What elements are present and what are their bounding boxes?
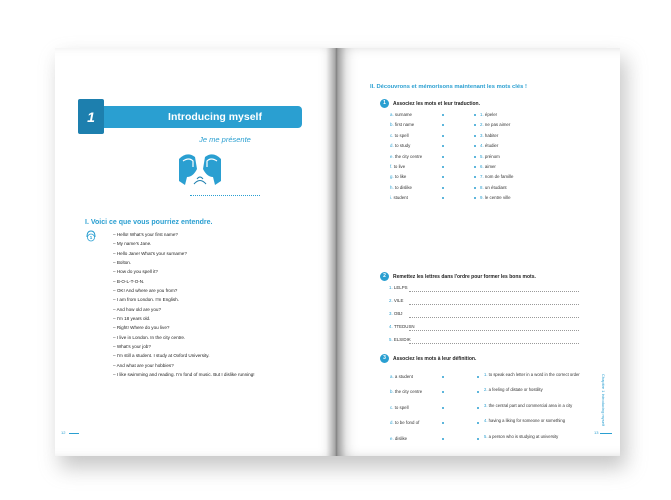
book-spine — [326, 48, 346, 456]
match-item-right — [480, 143, 498, 148]
item-letter: d. — [390, 143, 394, 149]
match-dot-left[interactable] — [442, 135, 444, 137]
item-text: first name — [394, 122, 415, 128]
item-text: a feeling of distate or hostility — [488, 387, 543, 393]
match-dot-right[interactable] — [474, 176, 476, 178]
match-item-right — [480, 185, 507, 190]
definition-text — [484, 403, 584, 409]
item-text: dislike — [394, 435, 408, 441]
item-text: to dislike — [394, 184, 412, 190]
dialogue-line: – My name's Jane. — [113, 241, 152, 247]
item-text: student — [393, 195, 408, 201]
match-dot-right[interactable] — [477, 422, 479, 424]
match-item-right — [480, 174, 513, 179]
item-number: 7. — [480, 174, 484, 180]
dialogue-line: – I am from London. I'm English. — [113, 297, 179, 303]
match-dot-left[interactable] — [442, 166, 444, 168]
people-talking-icon — [173, 151, 227, 191]
scrambled-word-row — [389, 285, 579, 293]
dialogue-line: – And how old are you? — [113, 306, 162, 312]
answer-line[interactable] — [409, 304, 579, 305]
track-number: 1 — [89, 235, 93, 241]
item-text: un étudiant — [484, 184, 507, 190]
match-item-left — [390, 133, 409, 138]
match-dot-left[interactable] — [442, 145, 444, 147]
right-page — [336, 48, 620, 456]
exercise-3-title: Associez les mots à leur définition. — [393, 356, 477, 362]
match-dot-left[interactable] — [442, 187, 444, 189]
page-number-left: 12 — [61, 430, 66, 435]
dialogue-line: – And what are your hobbies? — [113, 362, 174, 368]
item-letter: b. — [390, 389, 394, 395]
answer-line[interactable] — [409, 317, 579, 318]
exercise-3-number: 3 — [380, 354, 389, 363]
answer-line[interactable] — [409, 291, 579, 292]
match-dot-left[interactable] — [442, 114, 444, 116]
item-letter: c. — [390, 132, 394, 138]
chapter-title: Introducing myself — [168, 111, 262, 123]
match-dot-right[interactable] — [474, 135, 476, 137]
dialogue-line: – I like swimming and reading. I'm fond of music. But I dislike running! — [113, 372, 255, 378]
match-dot-right[interactable] — [474, 197, 476, 199]
match-item-left — [390, 112, 412, 117]
item-number: 8. — [480, 184, 484, 190]
item-number: 2. — [389, 298, 393, 303]
scrambled-word-row — [389, 337, 579, 345]
scrambled-word: VILE — [393, 298, 404, 303]
item-letter: i. — [390, 195, 393, 201]
dialogue-line: – B-O-L-T-O-N. — [113, 278, 145, 284]
match-dot-left[interactable] — [442, 176, 444, 178]
match-dot-right[interactable] — [474, 156, 476, 158]
definition-text — [484, 387, 584, 393]
item-number: 6. — [480, 164, 484, 169]
match-dot-right[interactable] — [474, 114, 476, 116]
match-item-left — [390, 154, 422, 159]
page-number-rule — [69, 433, 79, 434]
match-dot-right[interactable] — [474, 145, 476, 147]
item-letter: b. — [390, 122, 394, 128]
item-number: 1. — [389, 285, 393, 290]
item-text: habiter — [484, 132, 499, 138]
item-text: étudier — [484, 143, 499, 149]
match-item-right — [480, 133, 498, 138]
match-item-left — [390, 143, 410, 148]
item-text: the central part and commercial area in a city — [488, 402, 573, 408]
item-number: 4. — [389, 324, 393, 329]
exercise-2-title: Remettez les lettres dans l'ordre pour former les bons mots. — [393, 274, 536, 280]
item-number: 3. — [484, 402, 488, 408]
scrambled-word: LELPS — [393, 285, 408, 290]
item-letter: e. — [390, 153, 394, 159]
item-text: prénom — [484, 153, 500, 159]
match-item-right — [480, 154, 500, 159]
item-text: to like — [394, 174, 407, 180]
item-number: 1. — [480, 112, 484, 117]
match-dot-right[interactable] — [477, 391, 479, 393]
scrambled-word: TTEDUSN — [393, 324, 415, 329]
dialogue-line: – How do you spell it? — [113, 269, 158, 275]
item-text: aimer — [484, 164, 496, 169]
exercise-2-number: 2 — [380, 272, 389, 281]
item-number: 9. — [480, 195, 484, 201]
match-item-left — [390, 122, 414, 127]
item-number: 4. — [484, 418, 488, 424]
match-item-right — [480, 195, 511, 200]
dialogue-list — [113, 230, 335, 380]
chapter-number: 1 — [78, 99, 104, 134]
item-letter: a. — [390, 374, 394, 379]
item-letter: g. — [390, 174, 394, 180]
match-dot-left[interactable] — [442, 438, 444, 440]
definition-term — [390, 405, 409, 410]
audio-track-icon[interactable] — [85, 230, 97, 242]
item-text: the city centre — [394, 389, 423, 395]
answer-line[interactable] — [409, 343, 579, 344]
match-dot-left[interactable] — [442, 422, 444, 424]
match-dot-left[interactable] — [442, 156, 444, 158]
item-text: nom de famille — [484, 174, 514, 180]
match-dot-right[interactable] — [477, 376, 479, 378]
item-letter: d. — [390, 420, 394, 426]
match-item-right — [480, 122, 510, 127]
scrambled-word-row — [389, 324, 579, 332]
match-item-right — [480, 164, 496, 169]
answer-line[interactable] — [409, 330, 579, 331]
match-item-left — [390, 164, 405, 169]
definition-term — [390, 420, 419, 425]
item-text: a student — [394, 374, 413, 379]
definition-term — [390, 374, 413, 379]
match-dot-left[interactable] — [442, 197, 444, 199]
item-number: 5. — [480, 153, 484, 159]
dialogue-line: – I live in London. In the city centre. — [113, 334, 186, 340]
item-number: 1. — [484, 372, 488, 377]
item-number: 5. — [484, 433, 488, 439]
item-text: ne pas aimer — [484, 122, 511, 128]
item-number: 3. — [389, 311, 393, 316]
decorative-divider — [190, 195, 260, 196]
item-letter: a. — [390, 112, 394, 117]
item-text: to spell — [394, 132, 409, 138]
match-dot-right[interactable] — [477, 407, 479, 409]
definition-text — [484, 418, 584, 424]
scrambled-word: ELSIDIK — [393, 337, 411, 342]
left-page — [55, 48, 336, 456]
match-dot-right[interactable] — [474, 187, 476, 189]
item-text: the city centre — [394, 153, 423, 159]
item-letter: h. — [390, 184, 394, 190]
item-number: 3. — [480, 132, 484, 138]
item-text: to study — [394, 143, 411, 149]
definition-text — [484, 372, 584, 378]
dialogue-line: – Hello! What's your first name? — [113, 232, 178, 237]
dialogue-line: – What's your job? — [113, 344, 151, 350]
section-title-listen: I. Voici ce que vous pourriez entendre. — [85, 219, 213, 226]
item-text: a person who is studying at university — [488, 433, 559, 439]
dialogue-line: – OK! And where are you from? — [113, 288, 178, 294]
match-item-right — [480, 112, 497, 117]
item-text: having a liking for someone or something — [488, 418, 566, 424]
item-text: le centre ville — [484, 195, 511, 201]
match-dot-left[interactable] — [442, 391, 444, 393]
dialogue-line: – Bolton. — [113, 260, 132, 266]
page-number-rule-right — [600, 433, 612, 434]
match-item-left — [390, 195, 408, 200]
page-number-right: 13 — [594, 430, 599, 435]
definition-term — [390, 436, 407, 441]
match-item-left — [390, 185, 412, 190]
item-letter: f. — [390, 164, 393, 169]
chapter-subtitle: Je me présente — [199, 135, 251, 144]
scrambled-word: OBJ — [393, 311, 403, 316]
dialogue-line: – I'm 18 years old. — [113, 316, 151, 322]
dialogue-line: – Hello Jane! What's your surname? — [113, 250, 187, 256]
exercise-1-number: 1 — [380, 99, 389, 108]
item-text: épeler — [484, 112, 498, 117]
item-text: to be fond of — [394, 420, 420, 426]
item-number: 2. — [480, 122, 484, 128]
dialogue-line: – Right! Where do you live? — [113, 325, 170, 331]
exercise-1-title: Associez les mots et leur traduction. — [393, 101, 480, 107]
definition-text — [484, 434, 584, 440]
definition-term — [390, 389, 422, 394]
scrambled-word-row — [389, 298, 579, 306]
match-dot-right[interactable] — [474, 166, 476, 168]
item-text: to live — [393, 164, 406, 169]
item-text: surname — [394, 112, 412, 117]
scrambled-word-row — [389, 311, 579, 319]
match-dot-left[interactable] — [442, 407, 444, 409]
section-title-vocabulary: II. Découvrons et mémorisons maintenant les mots clés ! — [370, 84, 527, 90]
item-number: 4. — [480, 143, 484, 149]
item-number: 5. — [389, 337, 393, 342]
match-dot-left[interactable] — [442, 124, 444, 126]
item-letter: c. — [390, 404, 394, 410]
running-side-label: Chapitre 1 Introducing myself — [601, 374, 606, 427]
item-text: to spell — [394, 404, 409, 410]
item-number: 2. — [484, 387, 488, 393]
match-dot-right[interactable] — [474, 124, 476, 126]
item-letter: e. — [390, 435, 394, 441]
match-dot-left[interactable] — [442, 376, 444, 378]
item-text: to speak each letter in a word in the correct order — [488, 372, 580, 377]
dialogue-line: – I'm still a student. I study at Oxford University. — [113, 353, 210, 359]
match-dot-right[interactable] — [477, 438, 479, 440]
match-item-left — [390, 174, 406, 179]
